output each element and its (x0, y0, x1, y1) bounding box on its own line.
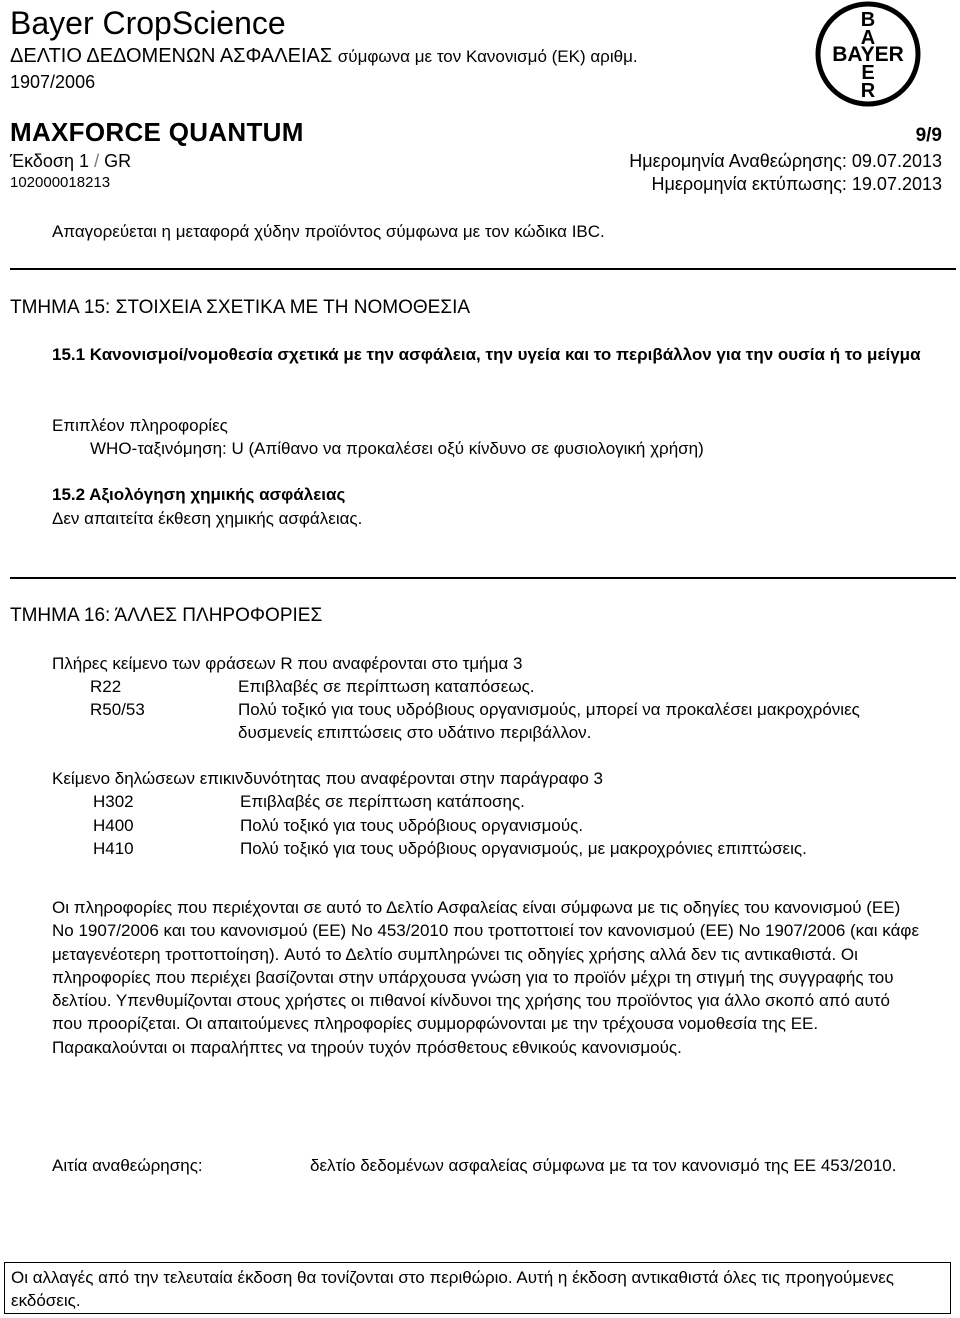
r-phrase-code: R50/53 (90, 700, 145, 719)
additional-info-label: Επιπλέον πληροφορίες (52, 416, 228, 435)
edition-separator: / (94, 151, 100, 171)
section-15-title: ΤΜΗΜΑ 15: ΣΤΟΙΧΕΙΑ ΣΧΕΤΙΚΑ ΜΕ ΤΗ ΝΟΜΟΘΕΣΙΑ (10, 297, 471, 318)
h-statement-code: H302 (93, 792, 134, 811)
subtitle-regulation: σύμφωνα με τον Κανονισμό (ΕΚ) αριθμ. (337, 47, 638, 66)
revision-reason-text: δελτίο δεδομένων ασφαλείας σύμφωνα με τα τον κανονισμό της ΕΕ 453/2010. (310, 1156, 897, 1175)
h-statement-text: Επιβλαβές σε περίπτωση κατάποσης. (240, 792, 525, 811)
logo-letter-b-top: B (860, 9, 876, 31)
h-statements-heading: Κείμενο δηλώσεων επικινδυνότητας που αναφέρονται στην παράγραφο 3 (52, 769, 603, 788)
section-divider (10, 577, 956, 579)
section-15-2-title: 15.2 Αξιολόγηση χημικής ασφάλειας (52, 485, 346, 504)
r-phrase-text: Επιβλαβές σε περίπτωση καταπόσεως. (238, 677, 535, 696)
footer-box (4, 1262, 951, 1314)
section-16-title: ΤΜΗΜΑ 16: ΆΛΛΕΣ ΠΛΗΡΟΦΟΡΙΕΣ (10, 605, 323, 626)
product-code: 102000018213 (10, 174, 111, 191)
company-name: Bayer CropScience (10, 5, 286, 41)
edition-info (10, 150, 131, 172)
h-statement-text: Πολύ τοξικό για τους υδρόβιους οργανισμούς, με μακροχρόνιες επιπτώσεις. (240, 839, 807, 858)
logo-horizontal-word: BAYER (832, 43, 904, 66)
document-subtitle (10, 44, 638, 69)
logo-letter-r-bottom: R (860, 80, 876, 102)
revision-date: Ημερομηνία Αναθεώρησης: 09.07.2013 (629, 151, 942, 171)
edition-label: Έκδοση 1 (10, 151, 90, 171)
r-phrase-text: Πολύ τοξικό για τους υδρόβιους οργανισμούς, μπορεί να προκαλέσει μακροχρόνιες δυσμενείς επιπτώσεις στο υδάτινο περιβάλλον. (238, 700, 860, 742)
bayer-cross-logo (814, 0, 922, 108)
regulation-number: 1907/2006 (10, 72, 96, 92)
section-15-1-title: 15.1 Κανονισμοί/νομοθεσία σχετικά με την ασφάλεια, την υγεία και το περιβάλλον για την ουσία ή το μείγμα (52, 345, 921, 364)
edition-language: GR (104, 151, 132, 171)
page-number: 9/9 (915, 125, 942, 146)
product-name: MAXFORCE QUANTUM (10, 117, 304, 147)
disclaimer-paragraph: Οι πληροφορίες που περιέχονται σε αυτό το Δελτίο Ασφαλείας είναι σύμφωνα με τις οδηγίες του κανονισμού (ΕΕ) No 1907/2006 και του κανονισμού (ΕΕ) No 453/2010 που τροττοττοιεί τον κανονισμού (ΕΕ) No 1907/2006 (και κάφε μεταγενέοτερη τροττοττοίηση). Αυτό το Δελτίο συμπληρώνει τις οδηγίες χρήσης αλλά δεν τις αντικαθιστά. Οι πληροφορίες που περιέχει βασίζονται στην υπάρχουσα γνώση για το προϊόν μέχρι τη στιγμή της συγγραφής του δελτίου. Υπενθυμίζονται στους χρήστες οι πιθανοί κίνδυνοι της χρήσης του προϊόντος για άλλο σκοπό από αυτό που προορίζεται. Οι απαιτούμενες πληροφορίες συμμορφώνονται με την τρέχουσα νομοθεσία της ΕΕ. Παρακαλούνται οι παραλήπτες να τηρούν τυχόν πρόσθετους εθνικούς κανονισμούς. (52, 898, 920, 1057)
h-statement-code: H400 (93, 816, 134, 835)
section-15-2-text: Δεν απαιτείτα έκθεση χημικής ασφάλειας. (52, 509, 363, 528)
section-divider (10, 268, 956, 270)
footer-note: Οι αλλαγές από την τελευταία έκδοση θα τονίζονται στο περιθώριο. Αυτή η έκδοση αντικαθιστά όλες τις προηγούμενες εκδόσεις. (11, 1268, 894, 1310)
logo-letter-e-bottom: E (861, 62, 875, 84)
subtitle-main: ΔΕΛΤΙΟ ΔΕΔΟΜΕΝΩΝ ΑΣΦΑΛΕΙΑΣ (10, 45, 333, 67)
h-statement-code: H410 (93, 839, 134, 858)
r-phrases-heading: Πλήρες κείμενο των φράσεων R που αναφέρονται στο τμήμα 3 (52, 654, 523, 673)
print-date: Ημερομηνία εκτύπωσης: 19.07.2013 (651, 174, 942, 194)
logo-letter-a-top: A (860, 27, 876, 49)
h-statement-text: Πολύ τοξικό για τους υδρόβιους οργανισμούς. (240, 816, 584, 835)
who-classification: WHO-ταξινόμηση: U (Απίθανο να προκαλέσει οξύ κίνδυνο σε φυσιολογική χρήση) (90, 439, 704, 458)
transport-note: Απαγορεύεται η μεταφορά χύδην προϊόντος σύμφωνα με τον κώδικα IBC. (52, 222, 605, 241)
revision-reason-label: Αιτία αναθεώρησης: (52, 1156, 203, 1175)
r-phrase-code: R22 (90, 677, 122, 696)
